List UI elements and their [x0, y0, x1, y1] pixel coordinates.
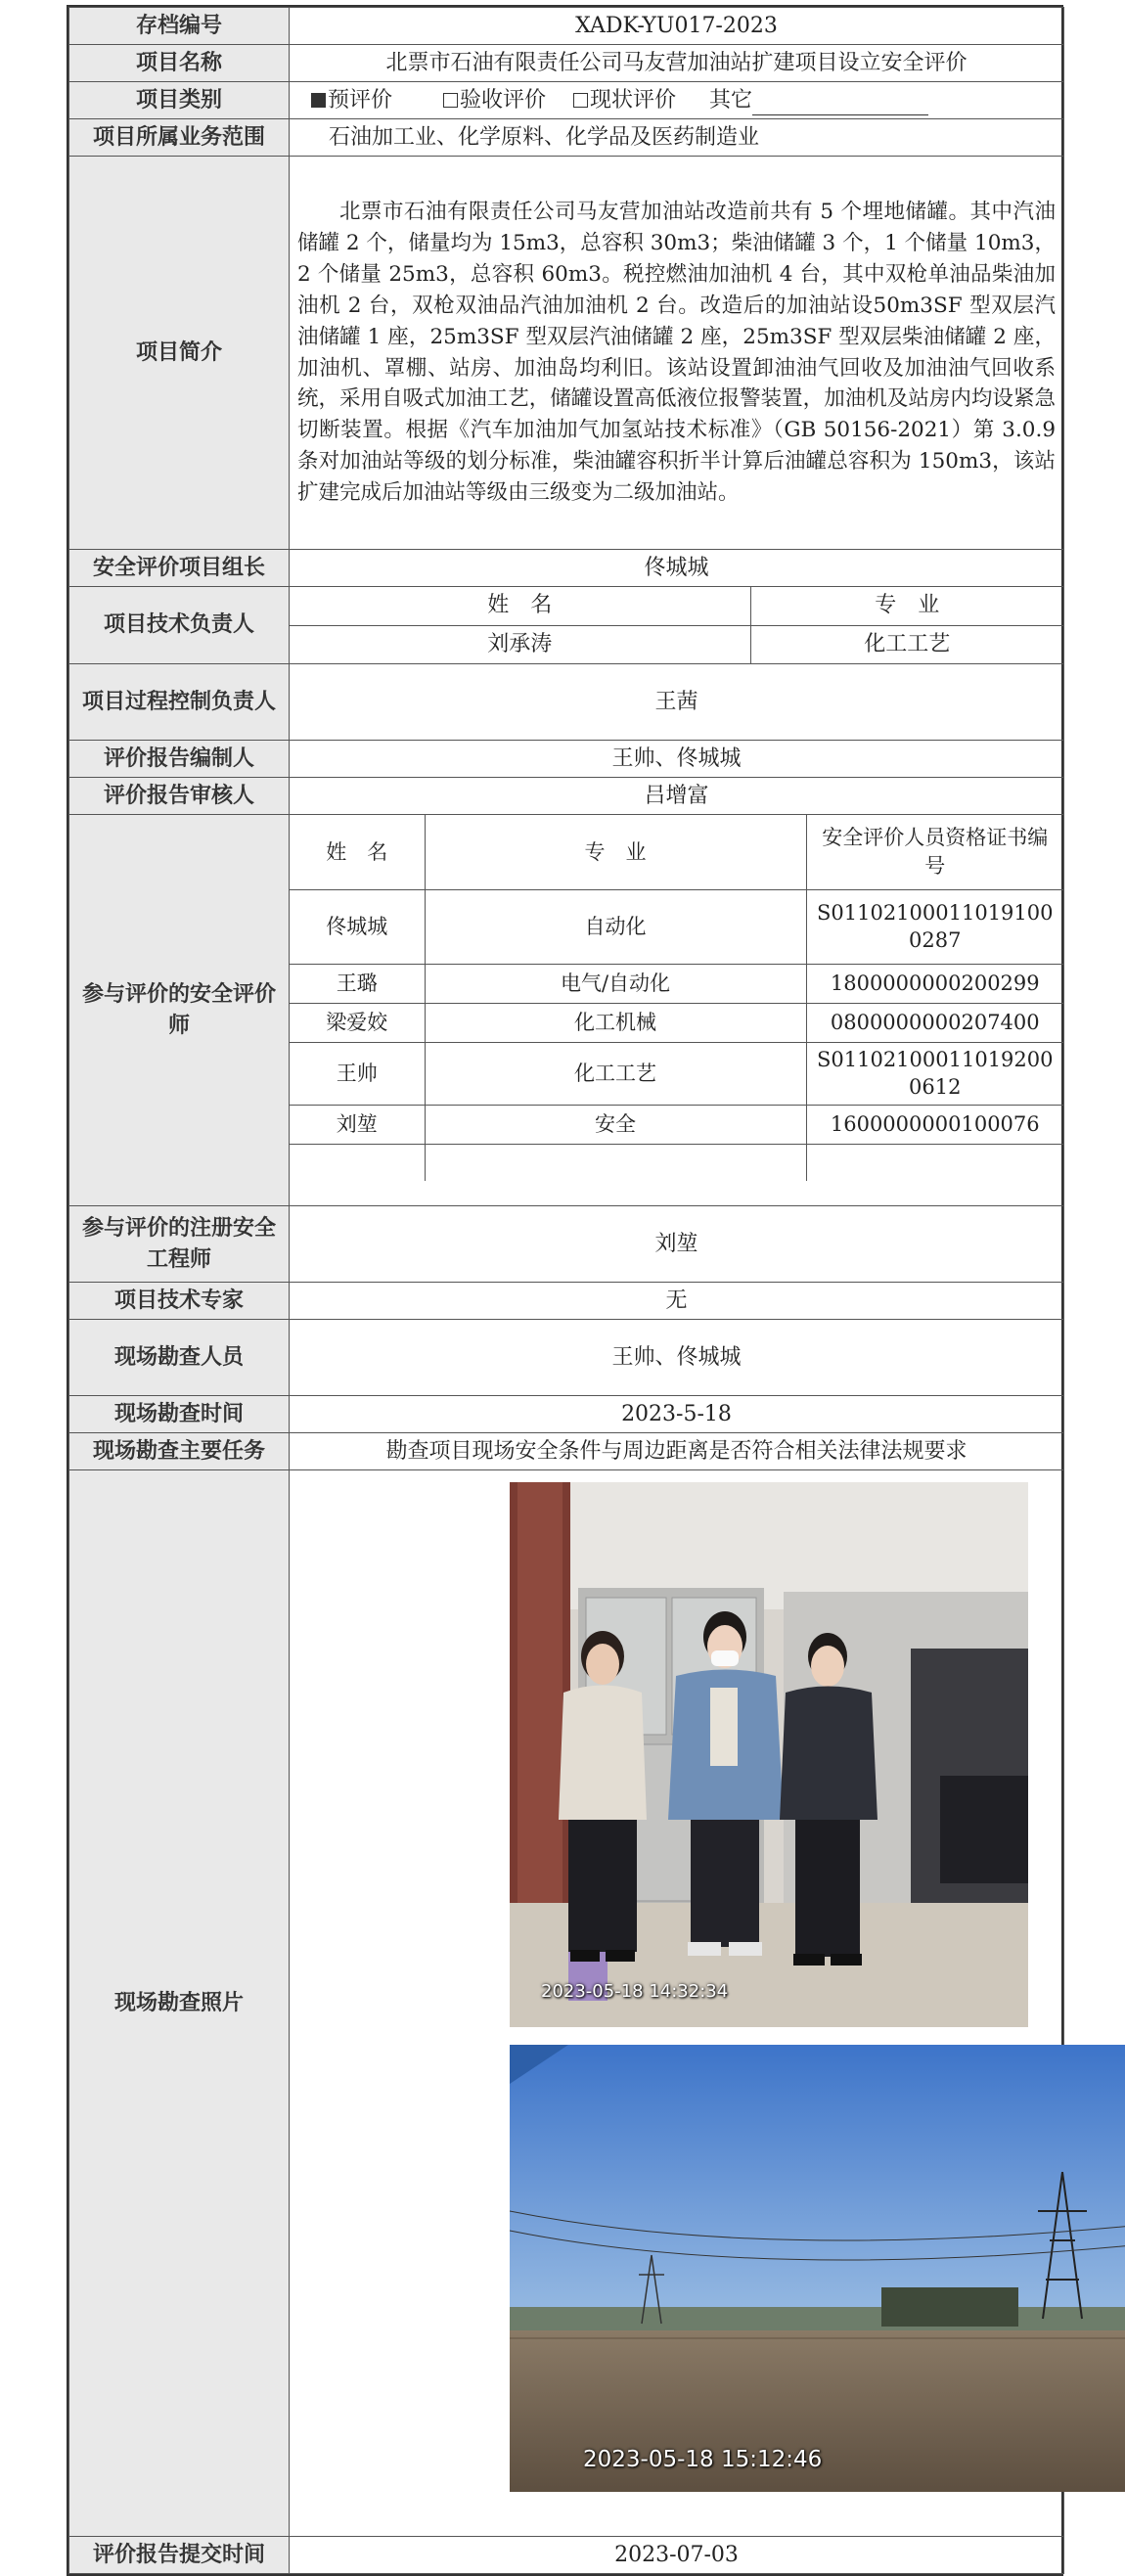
survey-task-value: 勘查项目现场安全条件与周边距离是否符合相关法律法规要求 [290, 1433, 1064, 1470]
status-eval-checkbox[interactable] [573, 93, 588, 108]
row-evaluators [69, 815, 1064, 1206]
evaluator-major: 化工工艺 [425, 1042, 806, 1105]
tech-lead-major: 化工工艺 [750, 625, 1063, 663]
survey-people-value: 王帅、佟城城 [290, 1320, 1064, 1396]
submit-value: 2023-07-03 [290, 2537, 1064, 2574]
survey-photo-outdoor [510, 2045, 1125, 2492]
reviewer-label: 评价报告审核人 [69, 778, 290, 815]
photo2-timestamp: 2023-05-18 15:12:46 [583, 2447, 823, 2472]
expert-value: 无 [290, 1283, 1064, 1320]
acceptance-eval-label: 验收评价 [460, 87, 547, 113]
photo1-timestamp: 2023-05-18 14:32:34 [541, 1981, 729, 2002]
pre-eval-checkbox[interactable] [311, 93, 326, 108]
evaluator-empty-row [290, 1144, 1063, 1181]
row-tech-lead [69, 587, 1064, 664]
evaluators-label: 参与评价的安全评价师 [69, 815, 290, 1206]
row-survey-time [69, 1396, 1064, 1433]
pre-eval-label: 预评价 [328, 87, 393, 113]
evaluator-name: 刘堃 [290, 1105, 425, 1144]
evaluator-major: 自动化 [425, 889, 806, 964]
intro-label: 项目简介 [69, 157, 290, 550]
reviewer-value: 吕增富 [290, 778, 1064, 815]
leader-label: 安全评价项目组长 [69, 550, 290, 587]
engineer-value: 刘堃 [290, 1206, 1064, 1283]
evaluator-name: 佟城城 [290, 889, 425, 964]
survey-task-label: 现场勘查主要任务 [69, 1433, 290, 1470]
row-survey-people [69, 1320, 1064, 1396]
row-expert [69, 1283, 1064, 1320]
photos-label: 现场勘查照片 [69, 1470, 290, 2537]
compiler-label: 评价报告编制人 [69, 741, 290, 778]
scope-label: 项目所属业务范围 [69, 119, 290, 157]
row-survey-task [69, 1433, 1064, 1470]
evaluator-cert: 1600000000100076 [806, 1105, 1063, 1144]
survey-photo-indoor [510, 1482, 1028, 2027]
row-reviewer [69, 778, 1064, 815]
row-project-name [69, 45, 1064, 82]
evaluator-row [290, 889, 1063, 964]
evaluator-major: 安全 [425, 1105, 806, 1144]
submit-label: 评价报告提交时间 [69, 2537, 290, 2574]
expert-label: 项目技术专家 [69, 1283, 290, 1320]
row-photos [69, 1470, 1064, 2537]
evaluator-major: 电气/自动化 [425, 964, 806, 1003]
survey-people-label: 现场勘查人员 [69, 1320, 290, 1396]
project-name-value: 北票市石油有限责任公司马友营加油站扩建项目设立安全评价 [290, 45, 1064, 82]
row-scope [69, 119, 1064, 157]
acceptance-eval-checkbox[interactable] [443, 93, 458, 108]
evaluator-row [290, 1003, 1063, 1042]
category-label: 项目类别 [69, 82, 290, 119]
evaluators-table [290, 815, 1063, 1181]
row-category [69, 82, 1064, 119]
evaluator-cert-header: 安全评价人员资格证书编号 [806, 815, 1063, 889]
project-name-label: 项目名称 [69, 45, 290, 82]
intro-text: 北票市石油有限责任公司马友营加油站改造前共有 5 个埋地储罐。其中汽油储罐 2 个，储量均为 15m3，总容积 30m3；柴油储罐 3 个，1 个储量 10m3，2 个储量 25m3，总容积 60m3。税控燃油加油机 4 台，其中双枪单油品柴油加油机 2 台，双枪双油品汽油加油机 2 台。改造后的加油站设50m3SF 型双层汽油储罐 1 座，25m3SF 型双层汽油储罐 2 座，25m3SF 型双层柴油储罐 2 座，加油机、罩棚、站房、加油岛均利旧。该站设置卸油油气回收及加油油气回收系统，采用自吸式加油工艺，储罐设置高低液位报警装置，加油机及站房内均设紧急切断装置。根据《汽车加油加气加氢站技术标准》（GB 50156-2021）第 3.0.9 条对加油站等级的划分标准，柴油罐容积折半计算后油罐总容积为 150m3，该站扩建完成后加油站等级由三级变为二级加油站。 [290, 157, 1064, 550]
evaluator-major: 化工机械 [425, 1003, 806, 1042]
info-sheet [67, 5, 1063, 2576]
row-process [69, 664, 1064, 741]
tech-lead-label: 项目技术负责人 [69, 587, 290, 664]
row-intro [69, 157, 1064, 550]
row-engineer [69, 1206, 1064, 1283]
tech-lead-table [290, 587, 1063, 663]
category-options [290, 82, 1064, 119]
process-value: 王茜 [290, 664, 1064, 741]
evaluator-name-header: 姓 名 [290, 815, 425, 889]
archive-label: 存档编号 [69, 8, 290, 45]
status-eval-label: 现状评价 [590, 87, 677, 113]
evaluator-cert: 0800000000207400 [806, 1003, 1063, 1042]
other-blank [752, 97, 928, 115]
compiler-value: 王帅、佟城城 [290, 741, 1064, 778]
evaluator-name: 梁爱姣 [290, 1003, 425, 1042]
scope-value: 石油加工业、化学原料、化学品及医药制造业 [290, 119, 1064, 157]
engineer-label: 参与评价的注册安全工程师 [69, 1206, 290, 1283]
tech-lead-name-header: 姓 名 [290, 587, 750, 625]
evaluator-cert: S011021000110192000612 [806, 1042, 1063, 1105]
evaluator-cert: S011021000110191000287 [806, 889, 1063, 964]
row-submit [69, 2537, 1064, 2574]
other-label: 其它 [709, 87, 753, 113]
tech-lead-name: 刘承涛 [290, 625, 750, 663]
evaluator-row [290, 1042, 1063, 1105]
outdoor-scene [510, 2045, 1125, 2492]
survey-time-value: 2023-5-18 [290, 1396, 1064, 1433]
info-table [68, 7, 1064, 2574]
archive-value: XADK-YU017-2023 [290, 8, 1064, 45]
evaluator-major-header: 专 业 [425, 815, 806, 889]
leader-value: 佟城城 [290, 550, 1064, 587]
evaluators-header-row [290, 815, 1063, 889]
evaluator-name: 王帅 [290, 1042, 425, 1105]
row-compiler [69, 741, 1064, 778]
evaluator-row [290, 964, 1063, 1003]
row-archive [69, 8, 1064, 45]
evaluator-cert: 1800000000200299 [806, 964, 1063, 1003]
evaluator-row [290, 1105, 1063, 1144]
tech-lead-major-header: 专 业 [750, 587, 1063, 625]
indoor-scene [510, 1482, 1028, 2027]
row-leader [69, 550, 1064, 587]
evaluator-name: 王璐 [290, 964, 425, 1003]
survey-time-label: 现场勘查时间 [69, 1396, 290, 1433]
process-label: 项目过程控制负责人 [69, 664, 290, 741]
